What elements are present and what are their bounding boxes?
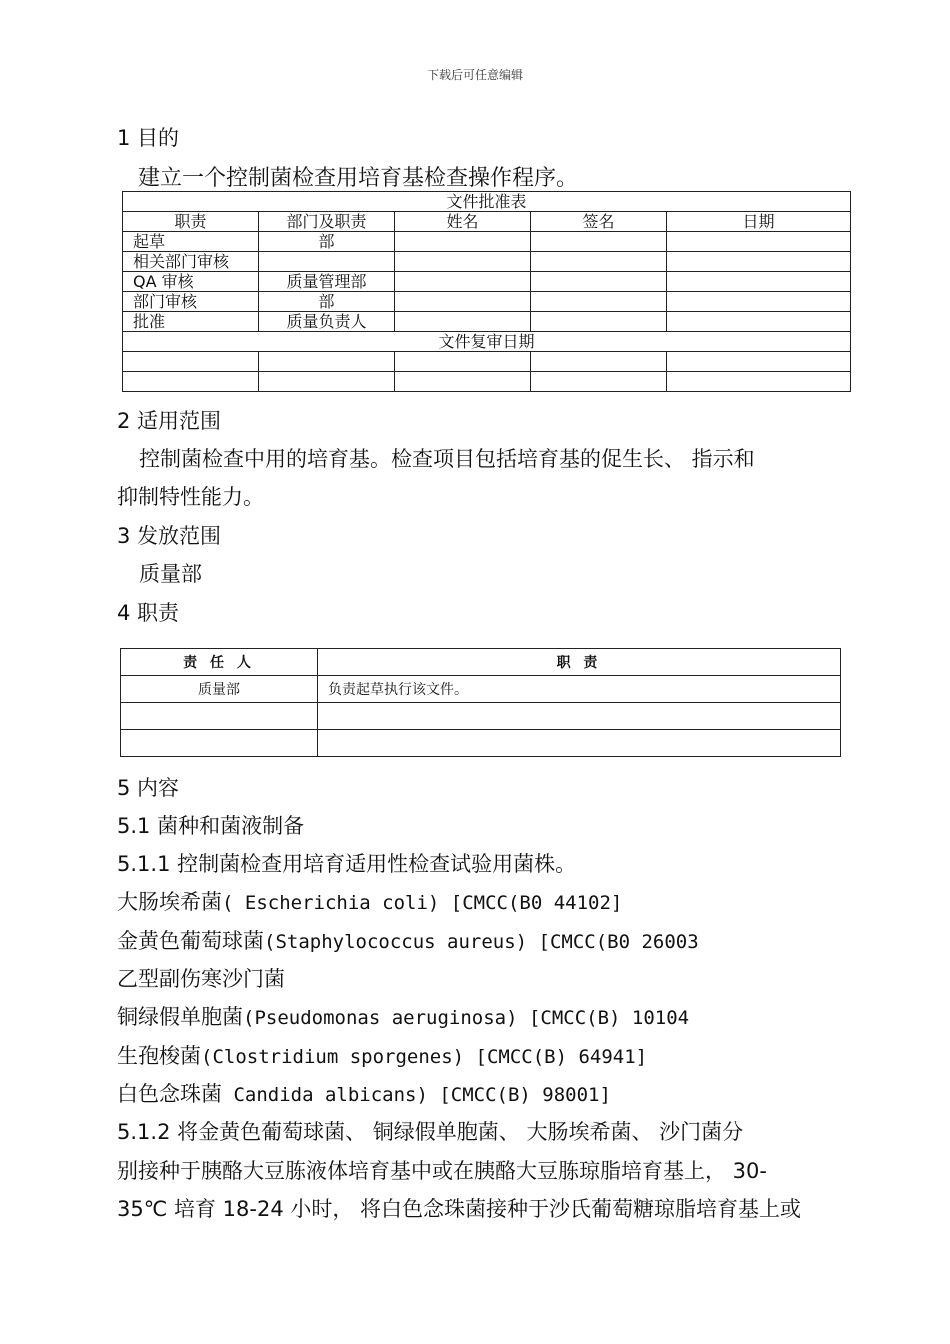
approval-cell: 相关部门审核 (123, 252, 259, 272)
duty-cell: 负责起草执行该文件。 (318, 676, 841, 703)
section-4-title: 4 职责 (117, 601, 180, 625)
approval-cell: 部门审核 (123, 292, 259, 312)
duty-table (120, 648, 841, 757)
approval-header: 日期 (667, 212, 851, 232)
strain-line: 金黄色葡萄球菌(Staphylococcus aureus) [CMCC(B0 26003 (117, 929, 699, 953)
approval-cell (667, 232, 851, 252)
section-2-line2: 抑制特性能力。 (117, 485, 264, 509)
approval-row (123, 272, 851, 292)
approval-row (123, 312, 851, 332)
approval-cell (531, 272, 667, 292)
review-row (123, 372, 851, 392)
section-5-1-2-line1: 5.1.2 将金黄色葡萄球菌、 铜绿假单胞菌、 大肠埃希菌、 沙门菌分 (117, 1120, 744, 1144)
approval-cell (395, 232, 531, 252)
approval-cell (259, 252, 395, 272)
duty-cell (121, 730, 318, 757)
approval-cell (395, 272, 531, 292)
approval-cell (531, 232, 667, 252)
duty-row (121, 730, 841, 757)
duty-cell (121, 703, 318, 730)
approval-header: 签名 (531, 212, 667, 232)
duty-header: 责 任 人 (121, 649, 318, 676)
section-3-title: 3 发放范围 (117, 524, 222, 548)
approval-cell (667, 312, 851, 332)
section-2-line1: 控制菌检查中用的培育基。检查项目包括培育基的促生长、 指示和 (139, 447, 755, 471)
approval-cell (531, 252, 667, 272)
approval-cell: 批准 (123, 312, 259, 332)
approval-cell (531, 312, 667, 332)
approval-cell (395, 292, 531, 312)
approval-header: 部门及职责 (259, 212, 395, 232)
approval-row (123, 232, 851, 252)
section-5-1-2-line2: 别接种于胰酪大豆胨液体培育基中或在胰酪大豆胨琼脂培育基上， 30- (117, 1159, 767, 1183)
approval-cell (667, 272, 851, 292)
strain-line: 生孢梭菌(Clostridium sporgenes) [CMCC(B) 64941] (117, 1044, 648, 1068)
approval-table (122, 191, 851, 392)
review-cell (667, 372, 851, 392)
review-cell (531, 372, 667, 392)
review-cell (395, 352, 531, 372)
duty-cell (318, 730, 841, 757)
approval-header: 职责 (123, 212, 259, 232)
approval-cell: 起草 (123, 232, 259, 252)
review-cell (259, 372, 395, 392)
approval-cell (395, 312, 531, 332)
approval-cell: QA 审核 (123, 272, 259, 292)
section-5-1-1: 5.1.1 控制菌检查用培育适用性检查试验用菌株。 (117, 852, 577, 876)
review-cell (395, 372, 531, 392)
review-cell (123, 352, 259, 372)
approval-cell: 质量负责人 (259, 312, 395, 332)
section-1-text: 建立一个控制菌检查用培育基检查操作程序。 (138, 166, 579, 191)
approval-title: 文件批准表 (123, 192, 851, 212)
review-cell (123, 372, 259, 392)
review-title: 文件复审日期 (123, 332, 851, 352)
approval-cell (667, 252, 851, 272)
review-row (123, 352, 851, 372)
approval-cell (395, 252, 531, 272)
strain-line: 乙型副伤寒沙门菌 (117, 967, 285, 991)
section-3-text: 质量部 (139, 562, 202, 586)
strain-line: 大肠埃希菌( Escherichia coli) [CMCC(B0 44102] (117, 890, 623, 914)
approval-cell (531, 292, 667, 312)
section-5-title: 5 内容 (117, 776, 180, 800)
strain-line: 铜绿假单胞菌(Pseudomonas aeruginosa) [CMCC(B) 10104 (117, 1005, 690, 1029)
section-1-title: 1 目的 (117, 126, 180, 150)
approval-cell: 部 (259, 232, 395, 252)
duty-cell: 质量部 (121, 676, 318, 703)
section-2-title: 2 适用范围 (117, 409, 222, 433)
approval-row (123, 292, 851, 312)
approval-cell (667, 292, 851, 312)
approval-cell: 质量管理部 (259, 272, 395, 292)
strain-line: 白色念珠菌 Candida albicans) [CMCC(B) 98001] (117, 1082, 611, 1106)
duty-cell (318, 703, 841, 730)
review-cell (667, 352, 851, 372)
duty-row (121, 703, 841, 730)
approval-row (123, 252, 851, 272)
review-cell (259, 352, 395, 372)
duty-header: 职 责 (318, 649, 841, 676)
approval-cell: 部 (259, 292, 395, 312)
section-5-1-2-line3: 35℃ 培育 18-24 小时， 将白色念珠菌接种于沙氏葡萄糖琼脂培育基上或 (117, 1197, 802, 1221)
download-note: 下载后可任意编辑 (426, 68, 523, 82)
section-5-1: 5.1 菌种和菌液制备 (117, 814, 305, 838)
approval-header: 姓名 (395, 212, 531, 232)
duty-row (121, 676, 841, 703)
review-cell (531, 352, 667, 372)
